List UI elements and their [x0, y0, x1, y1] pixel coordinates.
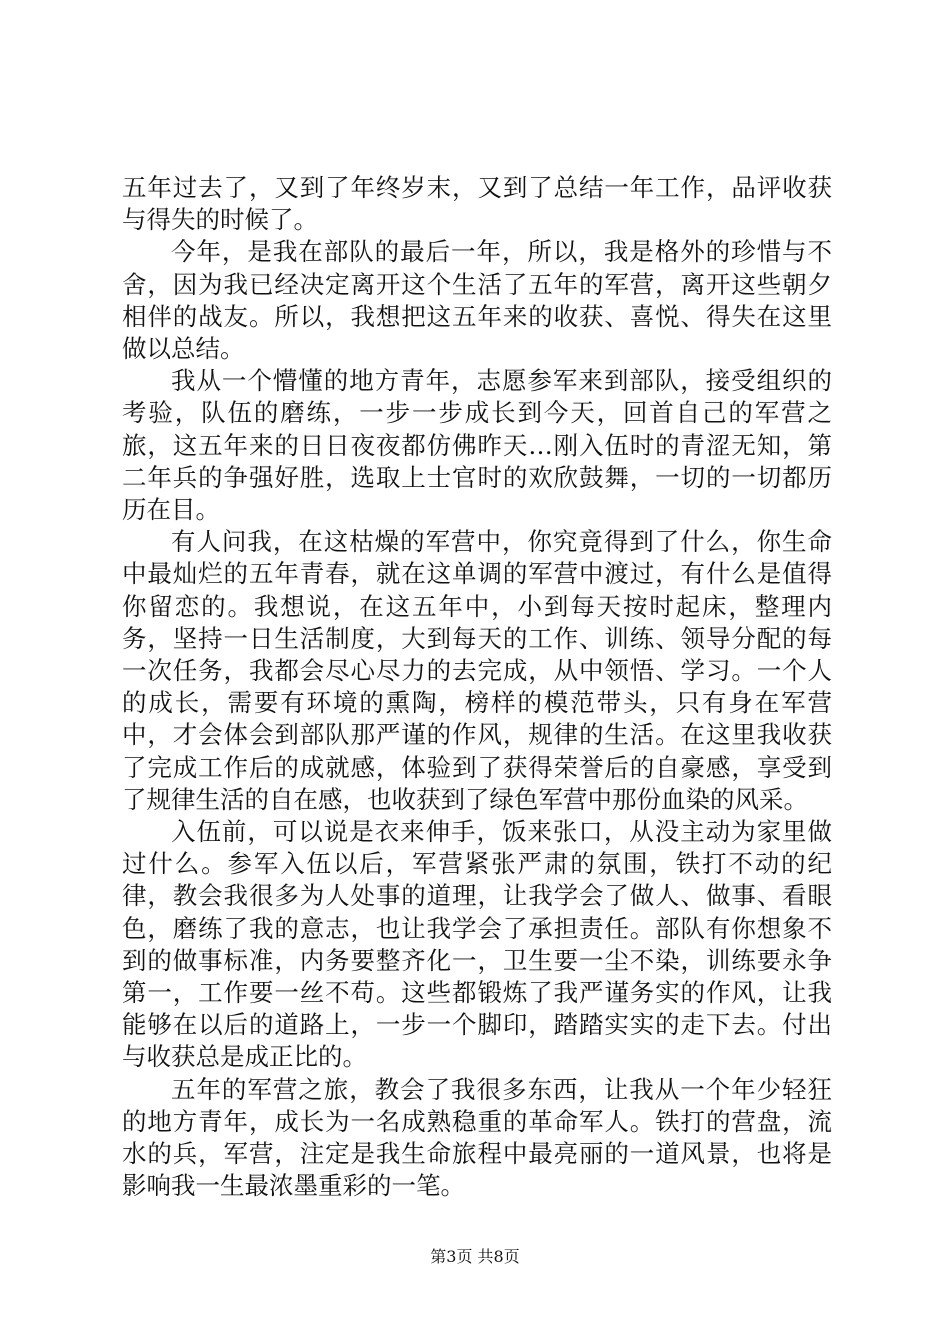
paragraph-2: 今年，是我在部队的最后一年，所以，我是格外的珍惜与不舍，因为我已经决定离开这个生活了五年的军营，离开这些朝夕相伴的战友。所以，我想把这五年来的收获、喜悦、得失在这里做以总结。 — [122, 237, 832, 364]
paragraph-5: 入伍前，可以说是衣来伸手，饭来张口，从没主动为家里做过什么。参军入伍以后，军营紧张严肃的氛围，铁打不动的纪律，教会我很多为人处事的道理，让我学会了做人、做事、看眼色，磨练了我的意志，也让我学会了承担责任。部队有你想象不到的做事标准，内务要整齐化一，卫生要一尘不染，训练要永争第一，工作要一丝不苟。这些都锻炼了我严谨务实的作风，让我能够在以后的道路上，一步一个脚印，踏踏实实的走下去。付出与收获总是成正比的。 — [122, 817, 832, 1072]
paragraph-6: 五年的军营之旅，教会了我很多东西，让我从一个年少轻狂的地方青年，成长为一名成熟稳重的革命军人。铁打的营盘，流水的兵，军营，注定是我生命旅程中最亮丽的一道风景，也将是影响我一生最浓墨重彩的一笔。 — [122, 1074, 832, 1201]
paragraph-4: 有人问我，在这枯燥的军营中，你究竟得到了什么，你生命中最灿烂的五年青春，就在这单调的军营中渡过，有什么是值得你留恋的。我想说，在这五年中，小到每天按时起床，整理内务，坚持一日生活制度，大到每天的工作、训练、领导分配的每一次任务，我都会尽心尽力的去完成，从中领悟、学习。一个人的成长，需要有环境的熏陶，榜样的模范带头，只有身在军营中，才会体会到部队那严谨的作风，规律的生活。在这里我收获了完成工作后的成就感，体验到了获得荣誉后的自豪感，享受到了规律生活的自在感，也收获到了绿色军营中那份血染的风采。 — [122, 527, 832, 814]
page-number-footer: 第3页 共8页 — [430, 1247, 520, 1266]
body-text — [122, 172, 832, 1203]
paragraph-3: 我从一个懵懂的地方青年，志愿参军来到部队，接受组织的考验，队伍的磨练，一步一步成长到今天，回首自己的军营之旅，这五年来的日日夜夜都仿佛昨天…刚入伍时的青涩无知，第二年兵的争强好胜，选取上士官时的欢欣鼓舞，一切的一切都历历在目。 — [122, 366, 832, 525]
paragraph-1: 五年过去了，又到了年终岁末，又到了总结一年工作，品评收获与得失的时候了。 — [122, 173, 832, 235]
